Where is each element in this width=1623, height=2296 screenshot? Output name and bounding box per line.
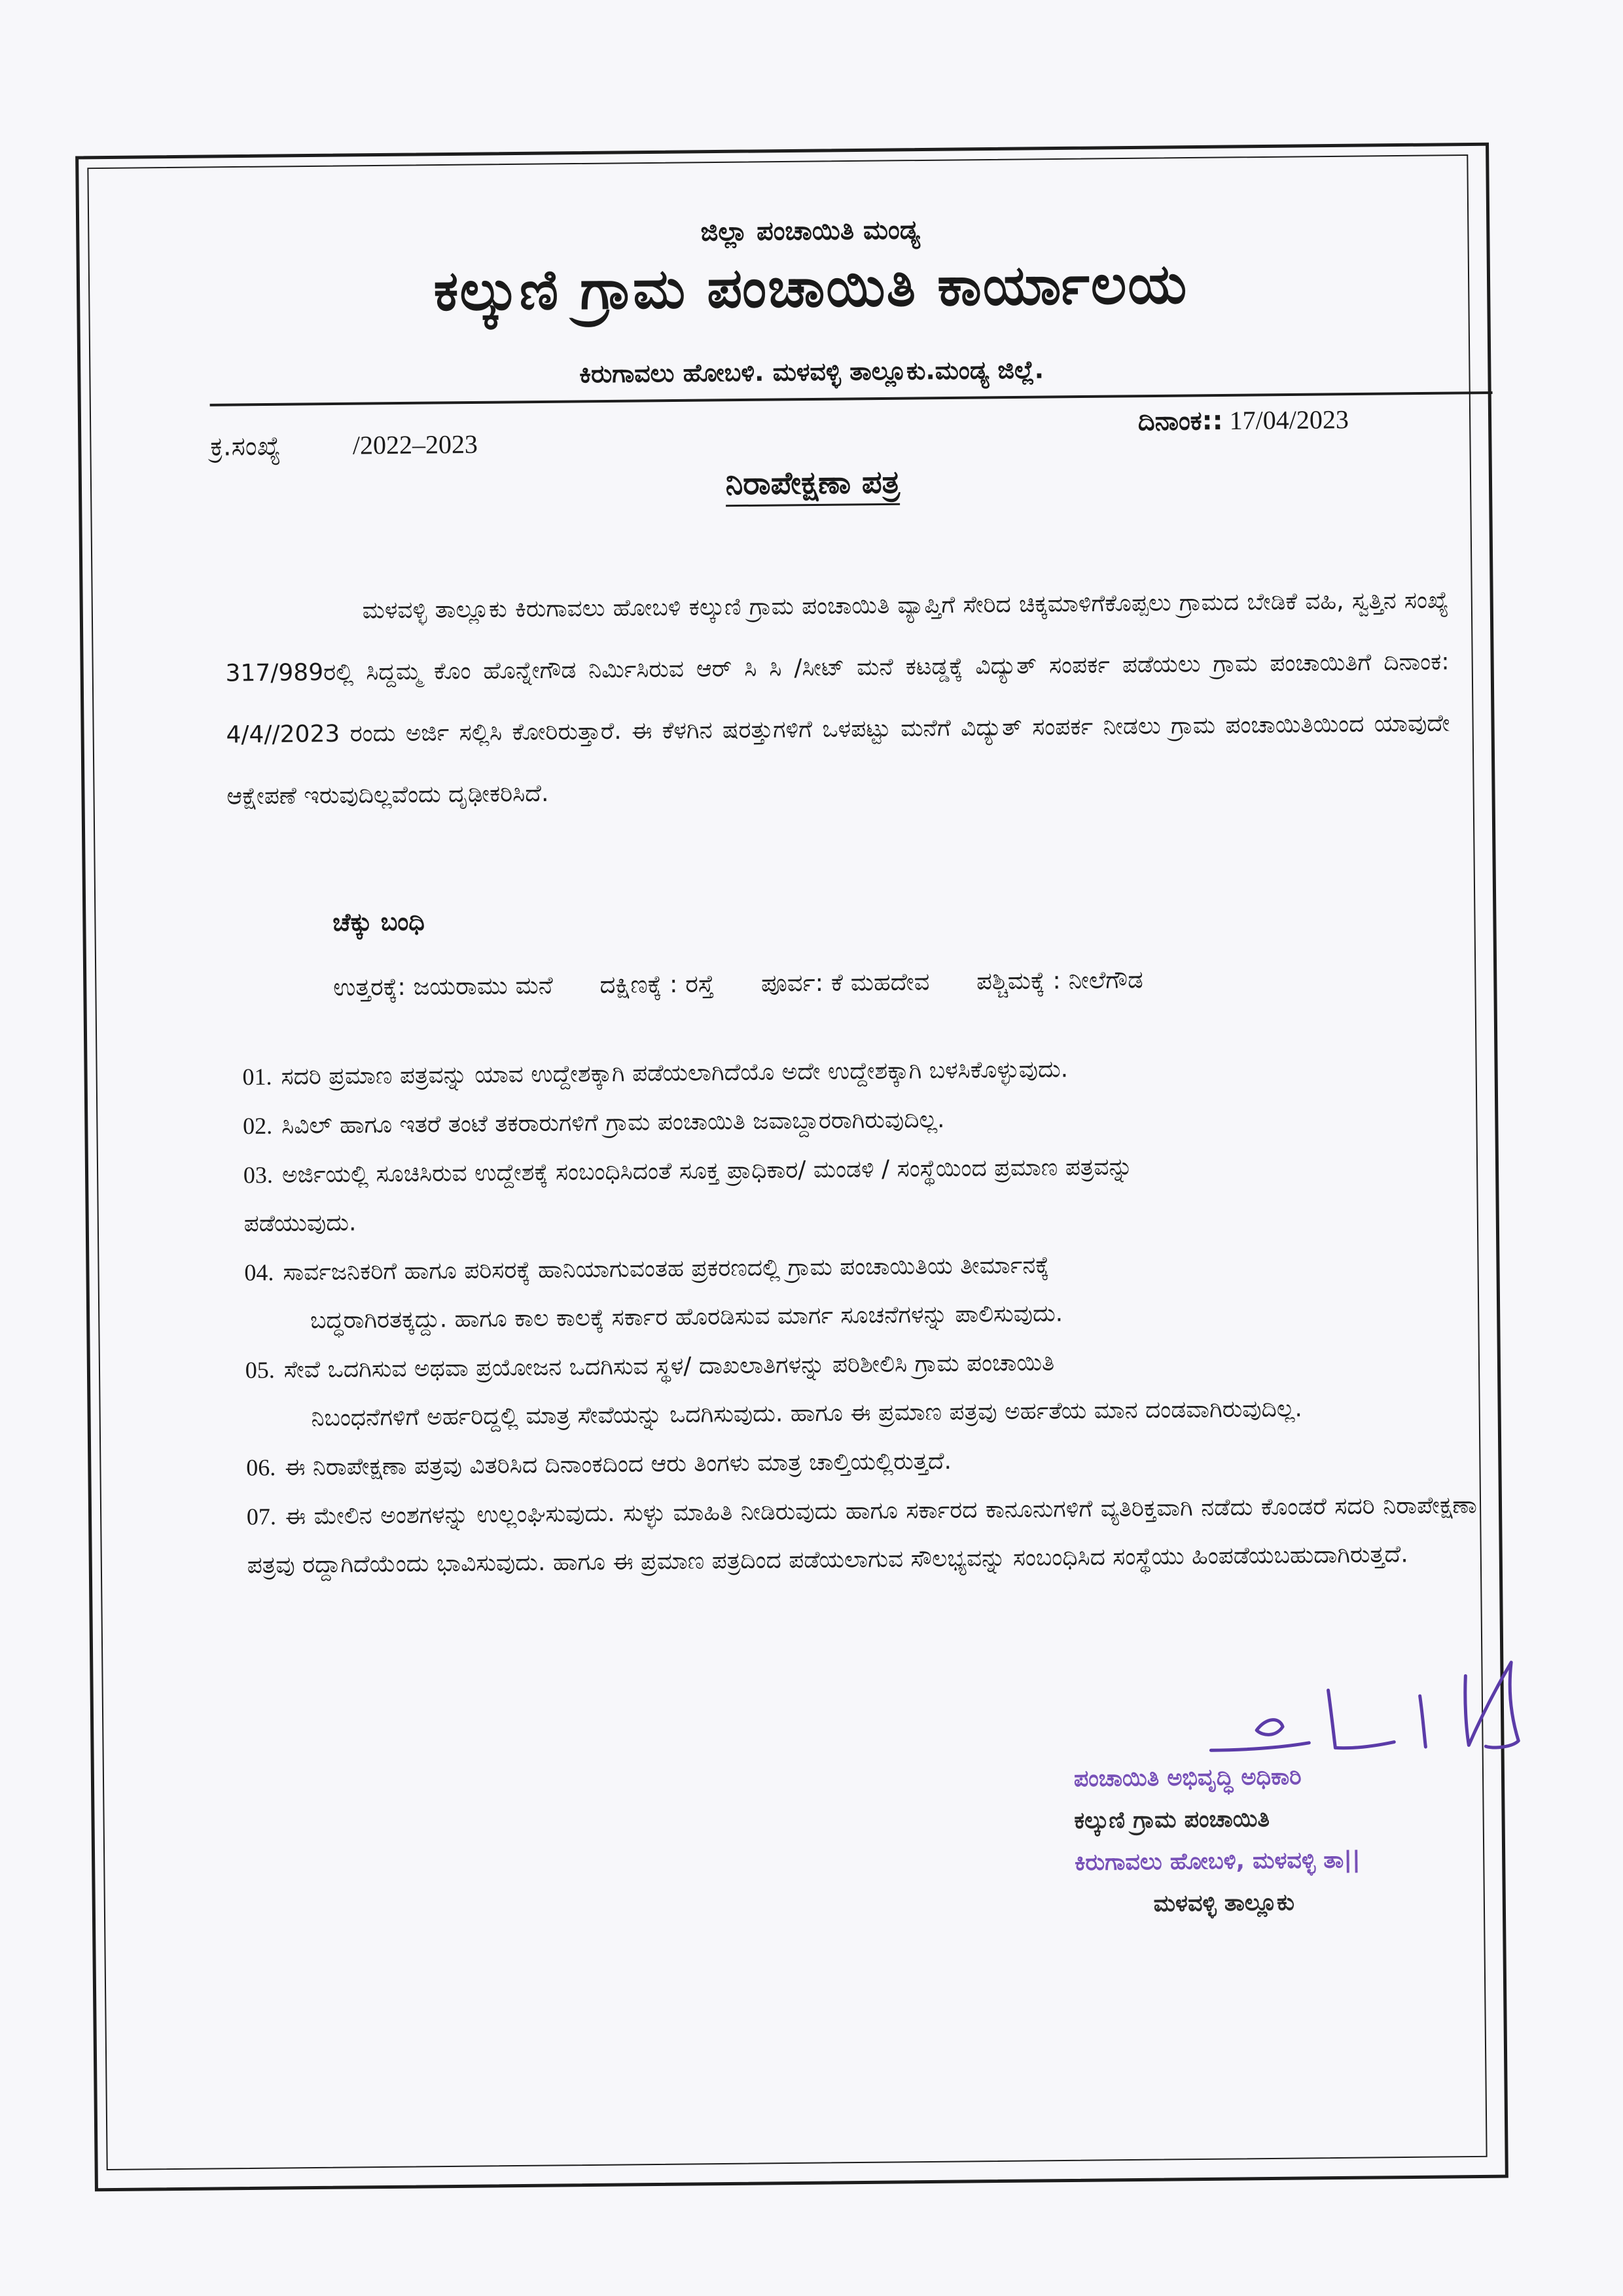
condition-text: ಈ ಮೇಲಿನ ಅಂಶಗಳನ್ನು ಉಲ್ಲಂಘಿಸುವುದು. ಸುಳ್ಳು ಮಾಹಿತಿ ನೀಡಿರುವುದು ಹಾಗೂ ಸರ್ಕಾರದ ಕಾನೂನುಗಳಿಗೆ ವ್ಯತಿರಿಕ್ತವಾಗಿ ನಡೆದು ಕೊಂಡರೆ ಸದರಿ ನಿರಾಪೇಕ್ಷಣಾ ಪತ್ರವು ರದ್ದಾಗಿದೆಯೆಂದು ಭಾವಿಸುವುದು. ಹಾಗೂ ಈ ಪ್ರಮಾಣ ಪತ್ರದಿಂದ ಪಡೆಯಲಾಗುವ ಸೌಲಭ್ಯವನ್ನು ಸಂಬಂಧಿಸಿದ ಸಂಸ್ಥೆಯು ಹಿಂಪಡೆಯಬಹುದಾಗಿರುತ್ತದೆ. — [247, 1492, 1478, 1579]
condition-number: 05. — [245, 1356, 275, 1384]
condition-text: ಈ ನಿರಾಪೇಕ್ಷಣಾ ಪತ್ರವು ವಿತರಿಸಿದ ದಿನಾಂಕದಿಂದ ಆರು ತಿಂಗಳು ಮಾತ್ರ ಚಾಲ್ತಿಯಲ್ಲಿರುತ್ತದೆ. — [285, 1448, 952, 1481]
condition-number: 03. — [243, 1161, 274, 1189]
condition-continuation: ಬದ್ಧರಾಗಿರತಕ್ಕದ್ದು. ಹಾಗೂ ಕಾಲ ಕಾಲಕ್ಕೆ ಸರ್ಕಾರ ಹೊರಡಿಸುವ ಮಾರ್ಗ ಸೂಚನೆಗಳನ್ನು ಪಾಲಿಸುವುದು. — [310, 1300, 1063, 1335]
office-address: ಕಿರುಗಾವಲು ಹೋಬಳಿ. ಮಳವಳ್ಳಿ ತಾಲ್ಲೂಕು.ಮಂಡ್ಯ ಜಿಲ್ಲೆ. — [579, 355, 1044, 389]
conditions-list — [242, 1041, 1478, 1590]
reference-label: ಕ್ರ.ಸಂಖ್ಯೆ — [210, 431, 281, 462]
stamp-panchayat: ಕಲ್ಕುಣಿ ಗ್ರಾಮ ಪಂಚಾಯಿತಿ — [1074, 1806, 1270, 1835]
condition-item — [245, 1334, 1476, 1443]
condition-number: 04. — [244, 1259, 274, 1286]
boundaries-title: ಚೆಕ್ಕು ಬಂಧಿ — [332, 906, 425, 937]
office-stamp — [1074, 1754, 1533, 1926]
subject-text: ನಿರಾಪೇಕ್ಷಣಾ ಪತ್ರ — [725, 464, 900, 507]
condition-text: ಸದರಿ ಪ್ರಮಾಣ ಪತ್ರವನ್ನು ಯಾವ ಉದ್ದೇಶಕ್ಕಾಗಿ ಪಡೆಯಲಾಗಿದೆಯೊ ಅದೇ ಉದ್ದೇಶಕ್ಕಾಗಿ ಬಳಸಿಕೊಳ್ಳುವುದು. — [281, 1056, 1069, 1090]
condition-text: ಅರ್ಜಿಯಲ್ಲಿ ಸೂಚಿಸಿರುವ ಉದ್ದೇಶಕ್ಕೆ ಸಂಬಂಧಿಸಿದಂತೆ ಸೂಕ್ತ ಪ್ರಾಧಿಕಾರ/ ಮಂಡಳಿ / ಸಂಸ್ಥೆಯಿಂದ ಪ್ರಮಾಣ ಪತ್ರವನ್ನು — [281, 1153, 1133, 1189]
document-content — [129, 157, 1509, 2134]
stamp-hobli: ಕಿರುಗಾವಲು ಹೋಬಳಿ, ಮಳವಳ್ಳಿ ತಾ|| — [1074, 1847, 1361, 1876]
condition-continuation: ಪಡೆಯುವುದು. — [243, 1209, 357, 1238]
condition-continuation: ನಿಬಂಧನೆಗಳಿಗೆ ಅರ್ಹರಿದ್ದಲ್ಲಿ ಮಾತ್ರ ಸೇವೆಯನ್ನು ಒದಗಿಸುವುದು. ಹಾಗೂ ಈ ಪ್ರಮಾಣ ಪತ್ರವು ಅರ್ಹತೆಯ ಮಾನ ದಂಡವಾಗಿರುವುದಿಲ್ಲ. — [311, 1395, 1303, 1432]
reference-value: /2022–2023 — [352, 429, 478, 460]
condition-text: ಸಾರ್ವಜನಿಕರಿಗೆ ಹಾಗೂ ಪರಿಸರಕ್ಕೆ ಹಾನಿಯಾಗುವಂತಹ ಪ್ರಕರಣದಲ್ಲಿ ಗ್ರಾಮ ಪಂಚಾಯಿತಿಯ ತೀರ್ಮಾನಕ್ಕೆ — [283, 1251, 1050, 1286]
reference-number — [210, 429, 478, 462]
boundary-east: ಪೂರ್ವ: ಕೆ ಮಹದೇವ — [760, 967, 930, 997]
date-line — [1138, 404, 1349, 437]
stamp-designation: ಪಂಚಾಯಿತಿ ಅಭಿವೃದ್ಧಿ ಅಧಿಕಾರಿ — [1073, 1763, 1302, 1793]
subject-heading — [132, 458, 1493, 509]
condition-number: 01. — [242, 1063, 272, 1090]
date-value: 17/04/2023 — [1229, 404, 1349, 435]
district-heading: ಜಿಲ್ಲಾ ಪಂಚಾಯಿತಿ ಮಂಡ್ಯ — [700, 215, 920, 247]
body-paragraph: ಮಳವಳ್ಳಿ ತಾಲ್ಲೂಕು ಕಿರುಗಾವಲು ಹೋಬಳಿ ಕಲ್ಕುಣಿ ಗ್ರಾಮ ಪಂಚಾಯಿತಿ ವ್ಯಾಪ್ತಿಗೆ ಸೇರಿದ ಚಿಕ್ಕಮಾಳಿಗೆಕೊಪ್ಪಲು ಗ್ರಾಮದ ಬೇಡಿಕೆ ವಹಿ, ಸ್ವತ್ತಿನ ಸಂಖ್ಯೆ 317/989ರಲ್ಲಿ ಸಿದ್ದಮ್ಮ ಕೊಂ ಹೊನ್ನೇಗೌಡ ನಿರ್ಮಿಸಿರುವ ಆರ್ ಸಿ ಸಿ /ಸೀಟ್ ಮನೆ ಕಟಡ್ಡಕ್ಕೆ ವಿದ್ಯುತ್ ಸಂಪರ್ಕ ಪಡೆಯಲು ಗ್ರಾಮ ಪಂಚಾಯಿತಿಗೆ ದಿನಾಂಕ: 4/4//2023 ರಂದು ಅರ್ಜಿ ಸಲ್ಲಿಸಿ ಕೋರಿರುತ್ತಾರೆ. ಈ ಕೆಳಗಿನ ಷರತ್ತುಗಳಿಗೆ ಒಳಪಟ್ಟು ಮನೆಗೆ ವಿದ್ಯುತ್ ಸಂಪರ್ಕ ನೀಡಲು ಗ್ರಾಮ ಪಂಚಾಯಿತಿಯಿಂದ ಯಾವುದೇ ಆಕ್ಷೇಪಣೆ ಇರುವುದಿಲ್ಲವೆಂದು ದೃಢೀಕರಿಸಿದೆ. — [225, 586, 1450, 810]
office-title: ಕಲ್ಕುಣಿ ಗ್ರಾಮ ಪಂಚಾಯಿತಿ ಕಾರ್ಯಾಲಯ — [433, 251, 1188, 323]
condition-text: ಸಿವಿಲ್ ಹಾಗೂ ಇತರೆ ತಂಟೆ ತಕರಾರುಗಳಿಗೆ ಗ್ರಾಮ ಪಂಚಾಯಿತಿ ಜವಾಬ್ದಾರರಾಗಿರುವುದಿಲ್ಲ. — [281, 1106, 945, 1139]
condition-number: 07. — [246, 1503, 277, 1530]
boundary-south: ದಕ್ಷಿಣಕ್ಕೆ : ರಸ್ತೆ — [599, 969, 715, 999]
condition-item — [243, 1139, 1474, 1248]
condition-number: 06. — [246, 1454, 276, 1481]
signature-block — [1074, 1754, 1533, 1926]
condition-item — [247, 1480, 1478, 1590]
condition-item — [244, 1236, 1475, 1346]
boundary-west: ಪಶ್ಚಿಮಕ್ಕೆ : ನೀಲೆಗೌಡ — [976, 965, 1143, 996]
condition-number: 02. — [243, 1112, 273, 1139]
boundaries-line — [333, 965, 1183, 1002]
condition-text: ಸೇವೆ ಒದಗಿಸುವ ಅಥವಾ ಪ್ರಯೋಜನ ಒದಗಿಸುವ ಸ್ಥಳ/ ದಾಖಲಾತಿಗಳನ್ನು ಪರಿಶೀಲಿಸಿ ಗ್ರಾಮ ಪಂಚಾಯಿತಿ — [283, 1349, 1055, 1384]
boundary-north: ಉತ್ತರಕ್ಕೆ: ಜಯರಾಮು ಮನೆ — [332, 971, 553, 1002]
stamp-taluk: ಮಳವಳ್ಳಿ ತಾಲ್ಲೂಕು — [1153, 1890, 1295, 1918]
date-label: ದಿನಾಂಕ:: — [1137, 405, 1223, 437]
